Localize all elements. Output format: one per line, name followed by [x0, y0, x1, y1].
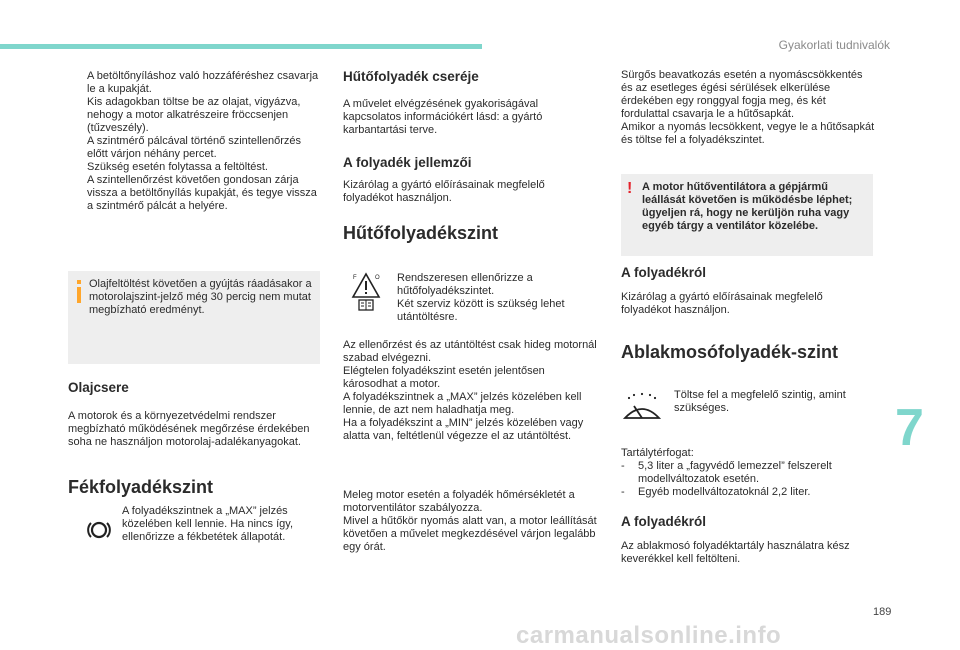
fluid-spec-heading: A folyadék jellemzői [343, 155, 472, 170]
watermark: carmanualsonline.info [516, 622, 782, 649]
coolant-level-heading: Hűtőfolyadékszint [343, 223, 499, 243]
svg-text:O: O [375, 275, 380, 281]
hot-engine-text: Meleg motor esetén a folyadék hőmérsékletét a motorventilátor szabályozza. Mivel a hűtőkör nyomás alatt van, a motor leállítását követően a művelet megkezdésével várjon legalább egy órát. [343, 489, 597, 553]
step-text: Kis adagokban töltse be az olajat, vigyázva, nehogy a motor alkatrészeire fröccsenjen (tűzveszély). [87, 96, 301, 134]
coolant-check-text: Az ellenőrzést és az utántöltést csak hideg motornál szabad elvégezni. Elégtelen folyadékszint esetén jelentősen károsodhat a motor. A folyadékszintnek a „MAX” jelzés közelében kell lennie, de azt nem haladhatja meg. Ha a folyadékszint a „MIN” jelzés közelében vagy alatta van, feltétlenül végezze el az utántöltést. [343, 339, 597, 442]
coolant-change-heading: Hűtőfolyadék cseréje [343, 69, 479, 84]
list-item [68, 161, 320, 174]
about-fluid-text: Kizárólag a gyártó előírásainak megfelelő folyadékot használjon. [621, 291, 823, 316]
washer-level-text: Töltse fel a megfelelő szintig, amint szükséges. [674, 389, 846, 414]
step-text: A szintellenőrzést követően gondosan zárja vissza a betöltőnyílás kupakját, és tegye vissza a szintmérő pálcát a helyére. [87, 174, 317, 212]
warning-box [621, 174, 873, 256]
brake-fluid-heading: Fékfolyadékszint [68, 477, 214, 497]
washer-fluid-icon [621, 392, 663, 422]
header-accent-bar [0, 44, 482, 49]
urgent-text: Sürgős beavatkozás esetén a nyomáscsökkentés és az esetleges égési sérülések elkerülése érdekében egy ronggyal fogja meg, és két fordulattal csavarja le a hűtősapkát. Amikor a nyomás lecsökkent, vegye le a hűtősapkát és töltse fel a folyadékszintet. [621, 69, 875, 146]
svg-text:F: F [353, 275, 357, 281]
tank-capacity-list [621, 460, 876, 499]
section-title: Gyakorlati tudnivalók [778, 38, 890, 52]
tank-capacity-label: Tartálytérfogat: [621, 447, 694, 459]
brake-fluid-text: A folyadékszintnek a „MAX” jelzés közelében kell lennie. Ha nincs így, ellenőrizze a fékbetétek állapotát. [122, 505, 294, 543]
info-box [68, 271, 320, 364]
about-washer-text: Az ablakmosó folyadéktartály használatra kész keverékkel kell feltölteni. [621, 540, 850, 565]
oil-change-text: A motorok és a környezetvédelmi rendszer megbízható működésének megőrzése érdekében soha ne használjon motorolaj-adalékanyagokat. [68, 410, 310, 448]
list-item [68, 96, 320, 135]
coolant-change-text: A művelet elvégzésének gyakoriságával kapcsolatos információkért lásd: a gyártó karbantartási terve. [343, 98, 543, 136]
list-item [68, 70, 320, 96]
dash-bullet: - [621, 460, 625, 472]
step-text: A betöltőnyíláshoz való hozzáféréshez csavarja le a kupakját. [87, 70, 319, 95]
list-item [68, 174, 320, 213]
list-item [621, 486, 876, 499]
coolant-manual-icon [351, 271, 381, 313]
step-text: Szükség esetén folytassa a feltöltést. [87, 161, 268, 173]
coolant-level-text: Rendszeresen ellenőrizze a hűtőfolyadékszintet. Két szerviz között is szükség lehet utántöltésre. [397, 272, 565, 323]
page-number: 189 [873, 606, 892, 618]
dash-bullet: - [621, 486, 625, 498]
tank-item-text: 5,3 liter a „fagyvédő lemezzel” felszerelt modellváltozatok esetén. [638, 460, 832, 485]
oil-change-heading: Olajcsere [68, 380, 129, 395]
about-fluid-heading: A folyadékról [621, 265, 707, 280]
list-item [621, 460, 876, 486]
brake-warning-icon [87, 518, 111, 542]
washer-level-heading: Ablakmosófolyadék-szint [621, 342, 839, 362]
chapter-number: 7 [895, 399, 924, 457]
warning-text: A motor hűtőventilátora a gépjármű leállását követően is működésbe léphet; ügyeljen rá, hogy ne kerüljön ruha vagy egyéb tárgy a ventilátor közelébe. [642, 181, 853, 232]
oil-fill-steps [68, 70, 320, 213]
left-column [68, 70, 320, 213]
list-item [68, 135, 320, 161]
warning-icon: ! [627, 180, 633, 197]
step-text: A szintmérő pálcával történő szintellenőrzés előtt várjon néhány percet. [87, 135, 301, 160]
about-washer-heading: A folyadékról [621, 514, 707, 529]
tank-item-text: Egyéb modellváltozatoknál 2,2 liter. [638, 486, 811, 498]
fluid-spec-text: Kizárólag a gyártó előírásainak megfelelő folyadékot használjon. [343, 179, 545, 204]
info-text: Olajfeltöltést követően a gyújtás ráadásakor a motorolajszint-jelző még 30 percig nem mutat megbízható eredményt. [89, 278, 312, 316]
